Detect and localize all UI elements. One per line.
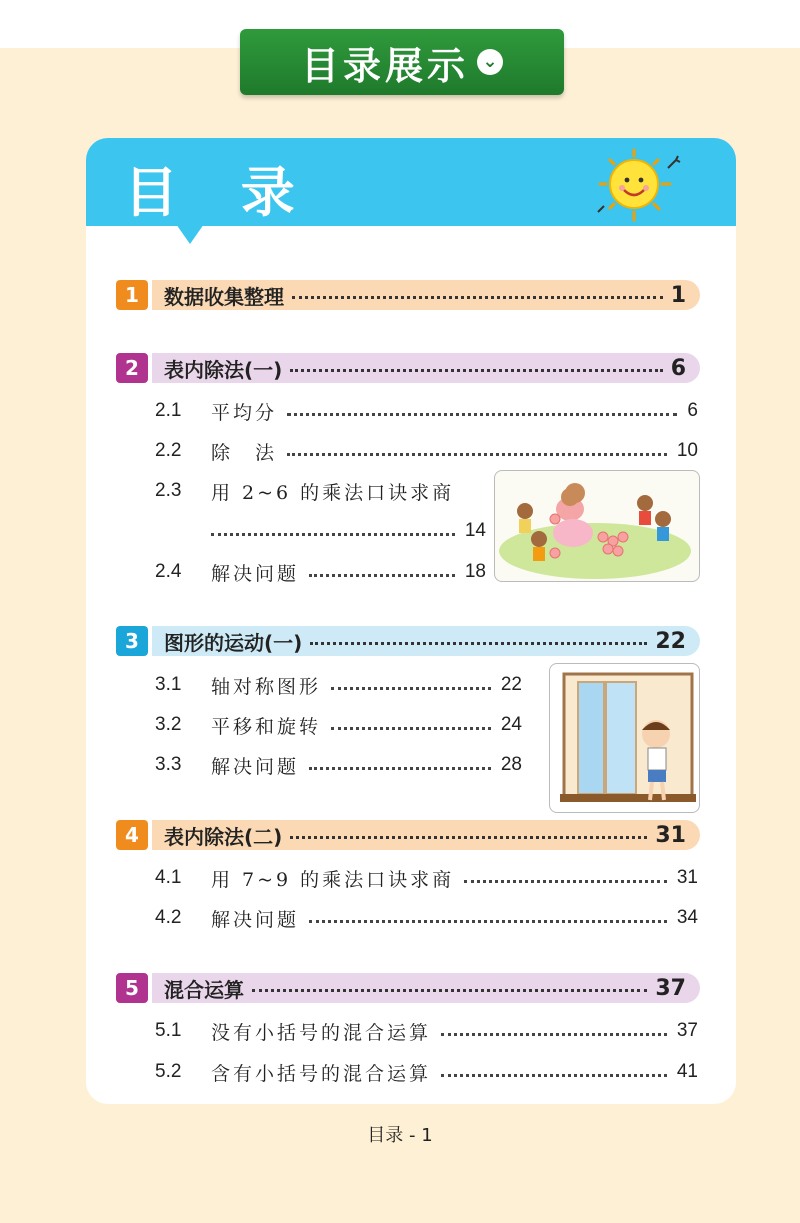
section-page: 22 <box>500 674 522 695</box>
section-title: 解决问题 <box>211 562 300 585</box>
chapter-4[interactable] <box>116 820 700 850</box>
banner-title: 目录展示 <box>300 43 469 88</box>
section-title: 含有小括号的混合运算 <box>211 1062 432 1085</box>
sun-icon <box>596 146 696 226</box>
section-number: 4.1 <box>155 867 182 888</box>
section-page: 31 <box>676 867 698 888</box>
section-number: 2.2 <box>155 440 182 461</box>
chapter-title: 混合运算 <box>164 977 244 1002</box>
chapter-5[interactable] <box>116 973 700 1003</box>
section-page: 34 <box>676 907 698 928</box>
section-3-1[interactable] <box>155 671 522 699</box>
chapter-number: 1 <box>116 280 148 310</box>
chapter-bar <box>152 973 700 1003</box>
chapter-title: 表内除法(二) <box>164 824 283 849</box>
page-footer: 目录 - 1 <box>367 1125 433 1146</box>
dot-leader <box>441 1033 667 1036</box>
section-2-2[interactable] <box>155 437 698 465</box>
dot-leader <box>309 767 491 770</box>
chapter-2[interactable] <box>116 353 700 383</box>
section-5-2[interactable] <box>155 1058 698 1086</box>
toc-title: 目 录 <box>124 161 317 224</box>
section-page: 14 <box>464 520 486 541</box>
chapter-number: 4 <box>116 820 148 850</box>
section-page: 28 <box>500 754 522 775</box>
chapter-title: 表内除法(一) <box>164 357 283 382</box>
section-number: 3.3 <box>155 754 182 775</box>
section-title: 用 2~6 的乘法口诀求商 <box>211 481 455 504</box>
section-2-3[interactable] <box>155 477 485 505</box>
section-title: 解决问题 <box>211 755 300 778</box>
section-number: 3.2 <box>155 714 182 735</box>
chapter-page: 37 <box>655 975 686 1001</box>
dot-leader <box>287 453 667 456</box>
dot-leader <box>290 369 662 372</box>
window-boy-illustration <box>549 663 700 813</box>
section-page: 18 <box>464 561 486 582</box>
dot-leader <box>292 296 663 299</box>
chapter-number: 5 <box>116 973 148 1003</box>
section-page: 24 <box>500 714 522 735</box>
dot-leader <box>309 574 455 577</box>
chapter-page: 22 <box>655 628 686 654</box>
dot-leader <box>310 642 647 645</box>
section-number: 4.2 <box>155 907 182 928</box>
chapter-page: 1 <box>670 282 686 308</box>
dot-leader <box>331 727 491 730</box>
section-number: 2.4 <box>155 561 182 582</box>
section-5-1[interactable] <box>155 1017 698 1045</box>
section-title: 解决问题 <box>211 908 300 931</box>
chapter-title: 图形的运动(一) <box>164 630 303 655</box>
chapter-number: 3 <box>116 626 148 656</box>
section-2-3-leader <box>211 517 486 545</box>
dot-leader <box>441 1074 667 1077</box>
chapter-page: 31 <box>655 822 686 848</box>
section-2-4[interactable] <box>155 558 486 586</box>
dot-leader <box>252 989 647 992</box>
monkeys-illustration <box>494 470 700 582</box>
chapter-bar <box>152 820 700 850</box>
section-number: 2.3 <box>155 480 182 501</box>
section-title: 平均分 <box>211 401 278 424</box>
section-title: 平移和旋转 <box>211 715 322 738</box>
section-3-2[interactable] <box>155 711 522 739</box>
section-3-3[interactable] <box>155 751 522 779</box>
section-title: 除 法 <box>211 441 278 464</box>
section-2-1[interactable] <box>155 397 698 425</box>
section-title: 轴对称图形 <box>211 675 322 698</box>
chapter-bar <box>152 280 700 310</box>
section-number: 2.1 <box>155 400 182 421</box>
dot-leader <box>309 920 667 923</box>
chapter-bar <box>152 353 700 383</box>
chapter-1[interactable] <box>116 280 700 310</box>
chapter-title: 数据收集整理 <box>164 284 284 309</box>
chapter-page: 6 <box>670 355 686 381</box>
section-page: 6 <box>687 400 698 421</box>
toc-banner <box>240 29 564 95</box>
header-tail <box>176 224 204 244</box>
section-4-1[interactable] <box>155 864 698 892</box>
dot-leader <box>331 687 491 690</box>
chapter-3[interactable] <box>116 626 700 656</box>
chapter-number: 2 <box>116 353 148 383</box>
section-number: 3.1 <box>155 674 182 695</box>
section-number: 5.2 <box>155 1061 182 1082</box>
dot-leader <box>290 836 647 839</box>
dot-leader <box>464 880 667 883</box>
section-4-2[interactable] <box>155 904 698 932</box>
section-page: 10 <box>676 440 698 461</box>
chapter-bar <box>152 626 700 656</box>
section-title: 没有小括号的混合运算 <box>211 1021 432 1044</box>
section-number: 5.1 <box>155 1020 182 1041</box>
section-title: 用 7~9 的乘法口诀求商 <box>211 868 455 891</box>
section-page: 37 <box>676 1020 698 1041</box>
dot-leader <box>287 413 677 416</box>
chevron-down-icon: ⌄ <box>477 49 503 75</box>
section-page: 41 <box>676 1061 698 1082</box>
dot-leader <box>211 533 455 536</box>
